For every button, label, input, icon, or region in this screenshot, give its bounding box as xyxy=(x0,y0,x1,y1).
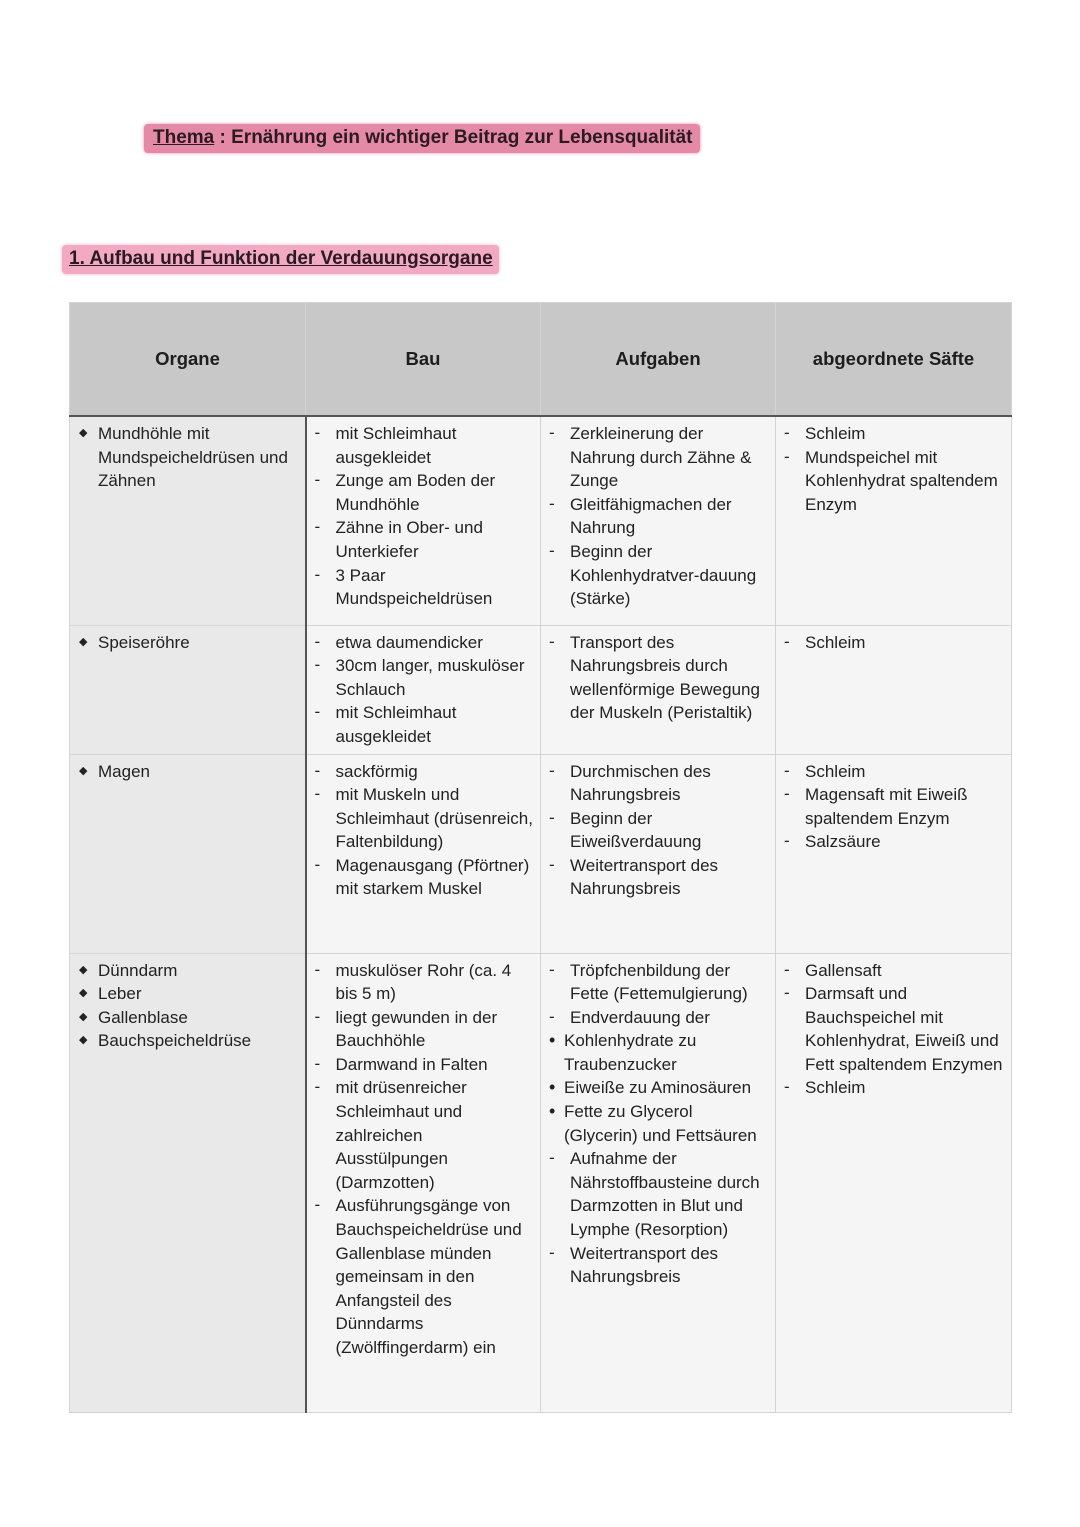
column-header-aufgaben: Aufgaben xyxy=(541,303,776,417)
cell-aufgaben xyxy=(541,416,776,625)
list-item: - Beginn der Eiweißverdauung xyxy=(547,807,769,854)
list-item: - Transport des Nahrungsbreis durch wellenförmige Bewegung der Muskeln (Peristaltik) xyxy=(547,631,769,725)
list-item: - Endverdauung der xyxy=(547,1006,769,1030)
list-item: ◆ Mundhöhle mit Mundspeicheldrüsen und Zähnen xyxy=(76,422,299,493)
list-item: - etwa daumendicker xyxy=(313,631,535,655)
list-item: - mit Muskeln und Schleimhaut (drüsenreich, Faltenbildung) xyxy=(313,783,535,854)
list-item: • Eiweiße zu Aminosäuren xyxy=(547,1076,769,1100)
list-item: - Schleim xyxy=(782,1076,1005,1100)
list-item: - Zähne in Ober- und Unterkiefer xyxy=(313,516,535,563)
list-item: - 3 Paar Mundspeicheldrüsen xyxy=(313,564,535,611)
title-label: Thema xyxy=(153,127,215,148)
cell-organs xyxy=(70,416,306,625)
list-item: ◆ Dünndarm xyxy=(76,959,299,983)
document-title xyxy=(144,124,700,153)
cell-organs xyxy=(70,953,306,1412)
list-item: • Kohlenhydrate zu Traubenzucker xyxy=(547,1029,769,1076)
list-item: - mit Schleimhaut ausgekleidet xyxy=(313,701,535,748)
digestive-organs-table xyxy=(69,302,1012,1413)
list-item: - Gallensaft xyxy=(782,959,1005,983)
list-item: ◆ Speiseröhre xyxy=(76,631,299,655)
list-item: - mit drüsenreicher Schleimhaut und zahlreichen Ausstülpungen (Darmzotten) xyxy=(313,1076,535,1194)
list-item: - Darmwand in Falten xyxy=(313,1053,535,1077)
list-item: - Schleim xyxy=(782,631,1005,655)
list-item: - Zerkleinerung der Nahrung durch Zähne & Zunge xyxy=(547,422,769,493)
list-item: - liegt gewunden in der Bauchhöhle xyxy=(313,1006,535,1053)
list-item: - Weitertransport des Nahrungsbreis xyxy=(547,854,769,901)
table-row xyxy=(70,625,1012,754)
list-item: - Salzsäure xyxy=(782,830,1005,854)
list-item: ◆ Magen xyxy=(76,760,299,784)
list-item: - Weitertransport des Nahrungsbreis xyxy=(547,1242,769,1289)
cell-saefte xyxy=(776,625,1012,754)
list-item: - 30cm langer, muskulöser Schlauch xyxy=(313,654,535,701)
cell-bau xyxy=(306,416,541,625)
list-item: - Durchmischen des Nahrungsbreis xyxy=(547,760,769,807)
section-heading: 1. Aufbau und Funktion der Verdauungsorgane xyxy=(62,245,499,274)
title-text: : Ernährung ein wichtiger Beitrag zur Lebensqualität xyxy=(214,127,693,148)
column-header-organe: Organe xyxy=(70,303,306,417)
cell-saefte xyxy=(776,416,1012,625)
list-item: - Schleim xyxy=(782,422,1005,446)
list-item: - muskulöser Rohr (ca. 4 bis 5 m) xyxy=(313,959,535,1006)
table-row xyxy=(70,754,1012,953)
list-item: - Magenausgang (Pförtner) mit starkem Muskel xyxy=(313,854,535,901)
table-row xyxy=(70,416,1012,625)
cell-bau xyxy=(306,625,541,754)
column-header-bau: Bau xyxy=(306,303,541,417)
list-item: - Ausführungsgänge von Bauchspeicheldrüse und Gallenblase münden gemeinsam in den Anfangsteil des Dünndarms (Zwölffingerdarm) ein xyxy=(313,1194,535,1359)
list-item: ◆ Leber xyxy=(76,982,299,1006)
list-item: - Aufnahme der Nährstoffbausteine durch Darmzotten in Blut und Lymphe (Resorption) xyxy=(547,1147,769,1241)
cell-bau xyxy=(306,754,541,953)
list-item: ◆ Bauchspeicheldrüse xyxy=(76,1029,299,1053)
cell-organs xyxy=(70,754,306,953)
list-item: - Tröpfchenbildung der Fette (Fettemulgierung) xyxy=(547,959,769,1006)
list-item: - Gleitfähigmachen der Nahrung xyxy=(547,493,769,540)
cell-aufgaben xyxy=(541,953,776,1412)
cell-organs xyxy=(70,625,306,754)
list-item: - sackförmig xyxy=(313,760,535,784)
list-item: - Magensaft mit Eiweiß spaltendem Enzym xyxy=(782,783,1005,830)
column-header-saefte: abgeordnete Säfte xyxy=(776,303,1012,417)
table-header-row xyxy=(70,303,1012,417)
list-item: - Mundspeichel mit Kohlenhydrat spaltendem Enzym xyxy=(782,446,1005,517)
list-item: - Schleim xyxy=(782,760,1005,784)
cell-saefte xyxy=(776,754,1012,953)
cell-bau xyxy=(306,953,541,1412)
list-item: - Darmsaft und Bauchspeichel mit Kohlenhydrat, Eiweiß und Fett spaltendem Enzymen xyxy=(782,982,1005,1076)
list-item: - Beginn der Kohlenhydratver-dauung (Stärke) xyxy=(547,540,769,611)
cell-aufgaben xyxy=(541,625,776,754)
cell-aufgaben xyxy=(541,754,776,953)
list-item: - mit Schleimhaut ausgekleidet xyxy=(313,422,535,469)
list-item: - Zunge am Boden der Mundhöhle xyxy=(313,469,535,516)
cell-saefte xyxy=(776,953,1012,1412)
list-item: ◆ Gallenblase xyxy=(76,1006,299,1030)
table-row xyxy=(70,953,1012,1412)
list-item: • Fette zu Glycerol (Glycerin) und Fettsäuren xyxy=(547,1100,769,1147)
